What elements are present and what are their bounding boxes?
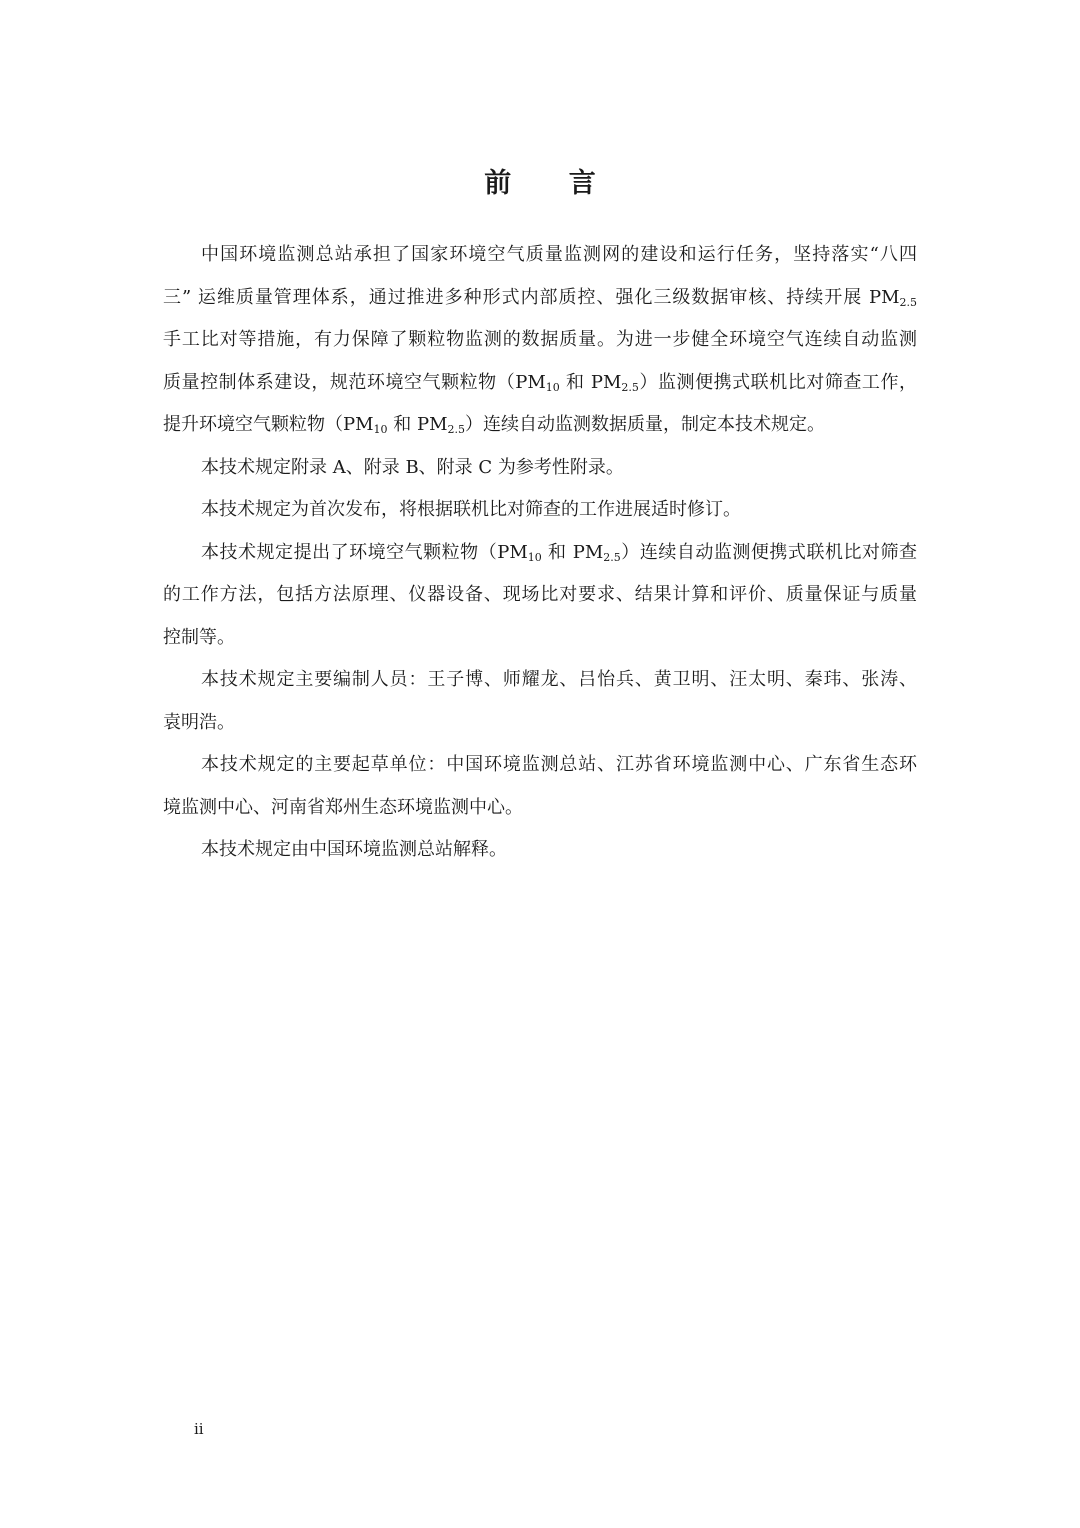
paragraph-line: 控制等。 — [163, 626, 235, 648]
paragraph — [163, 447, 917, 490]
paragraph — [163, 829, 917, 872]
paragraph-line: 本技术规定提出了环境空气颗粒物（$PM_{10}$ 和 $PM_{2.5}$）连续自动监测便携式联机比对筛查 — [201, 541, 918, 564]
paragraph-line: 中国环境监测总站承担了国家环境空气质量监测网的建设和运行任务，坚持落实“八四 — [201, 244, 917, 265]
paragraph-line: 袁明浩。 — [163, 711, 235, 733]
page-number: ii — [194, 1420, 204, 1438]
paragraph-line: 的工作方法，包括方法原理、仪器设备、现场比对要求、结果计算和评价、质量保证与质量 — [163, 584, 917, 605]
paragraph-line: 本技术规定附录 A、附录 B、附录 C 为参考性附录。 — [201, 456, 624, 478]
preface-body — [163, 234, 917, 872]
paragraph-line: 三” 运维质量管理体系，通过推进多种形式内部质控、强化三级数据审核、持续开展 $PM_{2.5}$ — [163, 286, 917, 309]
paragraph-line: 本技术规定的主要起草单位：中国环境监测总站、江苏省环境监测中心、广东省生态环 — [201, 754, 917, 775]
paragraph-line: 提升环境空气颗粒物（$PM_{10}$ 和 $PM_{2.5}$）连续自动监测数据质量，制定本技术规定。 — [163, 414, 826, 436]
paragraph-line: 质量控制体系建设，规范环境空气颗粒物（$PM_{10}$ 和 $PM_{2.5}$）监测便携式联机比对筛查工作， — [163, 371, 917, 394]
paragraph-line: 境监测中心、河南省郑州生态环境监测中心。 — [163, 796, 523, 818]
paragraph-line: 本技术规定主要编制人员：王子博、师耀龙、吕怡兵、黄卫明、汪太明、秦玮、张涛、 — [201, 669, 917, 690]
paragraph-line: 手工比对等措施，有力保障了颗粒物监测的数据质量。为进一步健全环境空气连续自动监测 — [163, 329, 917, 350]
paragraph — [163, 744, 917, 829]
page-title: 前 言 — [484, 168, 620, 199]
paragraph — [163, 532, 917, 660]
paragraph-line: 本技术规定由中国环境监测总站解释。 — [201, 839, 507, 860]
paragraph — [163, 234, 917, 447]
paragraph — [163, 489, 917, 532]
paragraph-line: 本技术规定为首次发布，将根据联机比对筛查的工作进展适时修订。 — [201, 499, 741, 520]
paragraph — [163, 659, 917, 744]
